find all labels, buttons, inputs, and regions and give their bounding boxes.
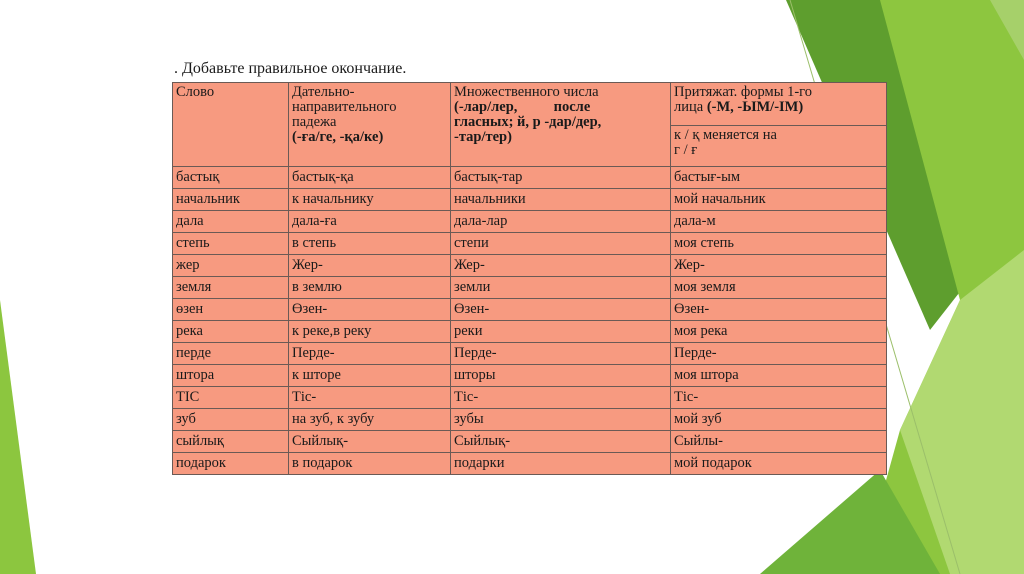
endings-table [172, 82, 887, 475]
cell-plural: шторы [451, 365, 671, 387]
cell-word: ТІС [173, 387, 289, 409]
cell-plural: Тіс- [451, 387, 671, 409]
cell-plural: Жер- [451, 255, 671, 277]
table-row [173, 167, 887, 189]
cell-dative: Тіс- [289, 387, 451, 409]
header-plural: Множественного числа (-лар/лер, после гласных; й, р -дар/дер, -тар/тер) [451, 83, 671, 167]
cell-possessive: моя степь [671, 233, 887, 255]
cell-plural: начальники [451, 189, 671, 211]
table-row [173, 365, 887, 387]
cell-plural: Перде- [451, 343, 671, 365]
cell-word: зуб [173, 409, 289, 431]
cell-word: жер [173, 255, 289, 277]
table-row [173, 277, 887, 299]
table-row [173, 453, 887, 475]
cell-possessive: Тіс- [671, 387, 887, 409]
cell-word: земля [173, 277, 289, 299]
cell-plural: дала-лар [451, 211, 671, 233]
table-body [173, 167, 887, 475]
header-possessive: Притяжат. формы 1-го лица (-М, -ЫМ/-ІМ) к / қ меняется на г / ғ [671, 83, 887, 167]
table-row [173, 255, 887, 277]
cell-plural: Сыйлық- [451, 431, 671, 453]
cell-dative: в землю [289, 277, 451, 299]
cell-possessive: дала-м [671, 211, 887, 233]
cell-word: өзен [173, 299, 289, 321]
cell-possessive: Жер- [671, 255, 887, 277]
cell-possessive: Сыйлы- [671, 431, 887, 453]
cell-plural: подарки [451, 453, 671, 475]
cell-possessive: мой начальник [671, 189, 887, 211]
cell-possessive: бастығ-ым [671, 167, 887, 189]
cell-plural: степи [451, 233, 671, 255]
cell-possessive: моя река [671, 321, 887, 343]
left-green-strip [0, 300, 36, 574]
cell-dative: на зуб, к зубу [289, 409, 451, 431]
cell-dative: в подарок [289, 453, 451, 475]
cell-word: сыйлық [173, 431, 289, 453]
table-row [173, 387, 887, 409]
cell-possessive: моя штора [671, 365, 887, 387]
table-row [173, 211, 887, 233]
cell-word: степь [173, 233, 289, 255]
header-word: Слово [173, 83, 289, 167]
cell-dative: к начальнику [289, 189, 451, 211]
cell-plural: земли [451, 277, 671, 299]
table-row [173, 299, 887, 321]
table-row [173, 321, 887, 343]
cell-dative: дала-ға [289, 211, 451, 233]
cell-possessive: мой подарок [671, 453, 887, 475]
cell-plural: зубы [451, 409, 671, 431]
table-row [173, 189, 887, 211]
cell-word: перде [173, 343, 289, 365]
cell-word: бастық [173, 167, 289, 189]
cell-possessive: Перде- [671, 343, 887, 365]
cell-word: дала [173, 211, 289, 233]
cell-plural: Өзен- [451, 299, 671, 321]
cell-word: подарок [173, 453, 289, 475]
cell-possessive: Өзен- [671, 299, 887, 321]
cell-dative: Өзен- [289, 299, 451, 321]
cell-word: река [173, 321, 289, 343]
cell-dative: к реке,в реку [289, 321, 451, 343]
header-possessive-endings: (-М, -ЫМ/-ІМ) [706, 99, 804, 115]
table-row [173, 343, 887, 365]
cell-dative: Жер- [289, 255, 451, 277]
table-header-row [173, 83, 887, 167]
header-dative: Дательно- направительного падежа (-ға/ге, -қа/ке) [289, 83, 451, 167]
cell-possessive: моя земля [671, 277, 887, 299]
cell-plural: реки [451, 321, 671, 343]
slide-title: . Добавьте правильное окончание. [174, 60, 407, 77]
cell-dative: бастық-қа [289, 167, 451, 189]
cell-word: начальник [173, 189, 289, 211]
table-row [173, 233, 887, 255]
header-possessive-line2: лица [674, 99, 707, 115]
cell-plural: бастық-тар [451, 167, 671, 189]
table-row [173, 431, 887, 453]
table-row [173, 409, 887, 431]
cell-dative: Сыйлық- [289, 431, 451, 453]
cell-word: штора [173, 365, 289, 387]
cell-dative: к шторе [289, 365, 451, 387]
cell-dative: Перде- [289, 343, 451, 365]
cell-dative: в степь [289, 233, 451, 255]
cell-possessive: мой зуб [671, 409, 887, 431]
